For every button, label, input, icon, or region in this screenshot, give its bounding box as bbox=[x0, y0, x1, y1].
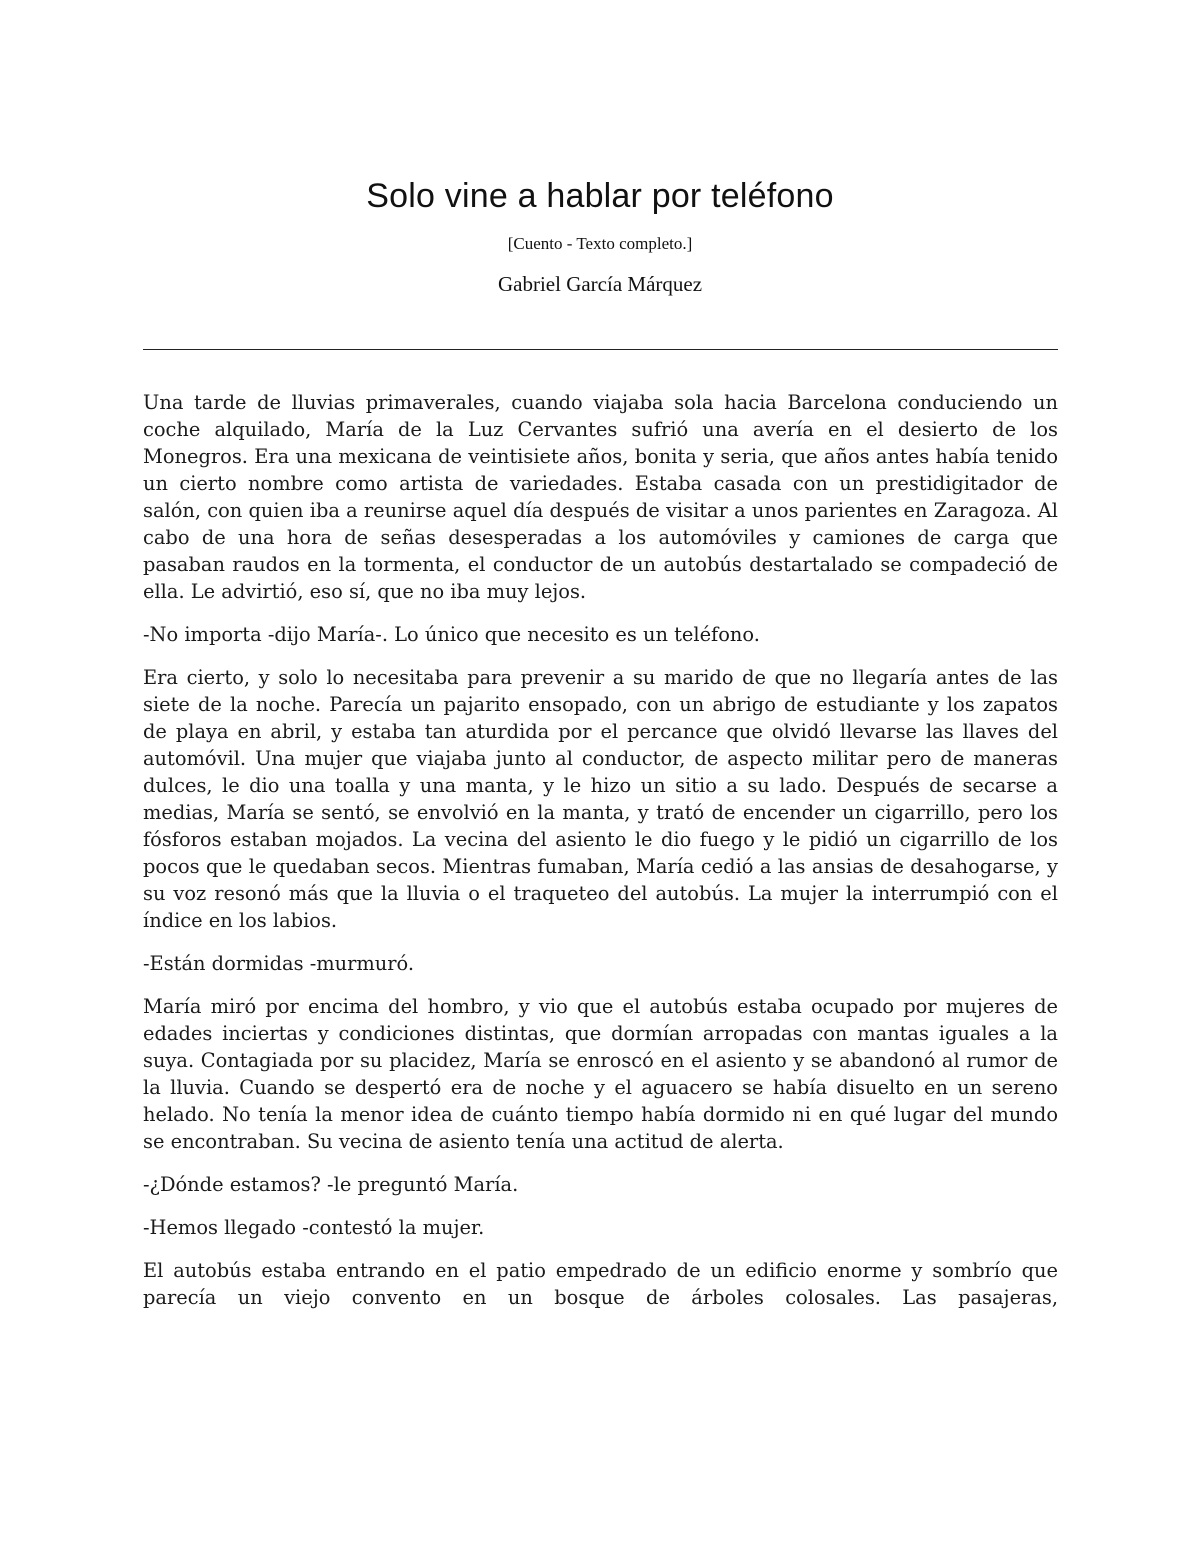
story-body bbox=[143, 389, 1058, 1327]
paragraph: Una tarde de lluvias primaverales, cuando viajaba sola hacia Barcelona conduciendo un coche alquilado, María de la Luz Cervantes sufrió una avería en el desierto de los Monegros. Era una mexicana de veintisiete años, bonita y seria, que años antes había tenido un cierto nombre como artista de variedades. Estaba casada con un prestidigitador de salón, con quien iba a reunirse aquel día después de visitar a unos parientes en Zaragoza. Al cabo de una hora de señas desesperadas a los automóviles y camiones de carga que pasaban raudos en la tormenta, el conductor de un autobús destartalado se compadeció de ella. Le advirtió, eso sí, que no iba muy lejos. bbox=[143, 391, 1058, 603]
paragraph: María miró por encima del hombro, y vio que el autobús estaba ocupado por mujeres de edades inciertas y condiciones distintas, que dormían arropadas con mantas iguales a la suya. Contagiada por su placidez, María se enroscó en el asiento y se abandonó al rumor de la lluvia. Cuando se despertó era de noche y el aguacero se había disuelto en un sereno helado. No tenía la menor idea de cuánto tiempo había dormido ni en qué lugar del mundo se encontraban. Su vecina de asiento tenía una actitud de alerta. bbox=[143, 995, 1058, 1153]
paragraph: El autobús estaba entrando en el patio empedrado de un edificio enorme y sombrío que parecía un viejo convento en un bosque de árboles colosales. Las pasajeras, bbox=[143, 1259, 1058, 1309]
paragraph: -Están dormidas -murmuró. bbox=[143, 952, 415, 975]
document-subtitle: [Cuento - Texto completo.] bbox=[507, 234, 693, 253]
author-name: Gabriel García Márquez bbox=[497, 272, 703, 296]
paragraph: Era cierto, y solo lo necesitaba para prevenir a su marido de que no llegaría antes de las siete de la noche. Parecía un pajarito ensopado, con un abrigo de estudiante y los zapatos de playa en abril, y estaba tan aturdida por el percance que olvidó llevarse las llaves del automóvil. Una mujer que viajaba junto al conductor, de aspecto militar pero de maneras dulces, le dio una toalla y una manta, y le hizo un sitio a su lado. Después de secarse a medias, María se sentó, se envolvió en la manta, y trató de encender un cigarrillo, pero los fósforos estaban mojados. La vecina del asiento le dio fuego y le pidió un cigarrillo de los pocos que le quedaban secos. Mientras fumaban, María cedió a las ansias de desahogarse, y su voz resonó más que la lluvia o el traqueteo del autobús. La mujer la interrumpió con el índice en los labios. bbox=[143, 666, 1058, 932]
paragraph: -¿Dónde estamos? -le preguntó María. bbox=[143, 1173, 519, 1196]
document-title: Solo vine a hablar por teléfono bbox=[366, 177, 834, 215]
paragraph: -No importa -dijo María-. Lo único que necesito es un teléfono. bbox=[143, 623, 760, 646]
divider-line bbox=[143, 349, 1058, 350]
paragraph: -Hemos llegado -contestó la mujer. bbox=[143, 1216, 485, 1239]
